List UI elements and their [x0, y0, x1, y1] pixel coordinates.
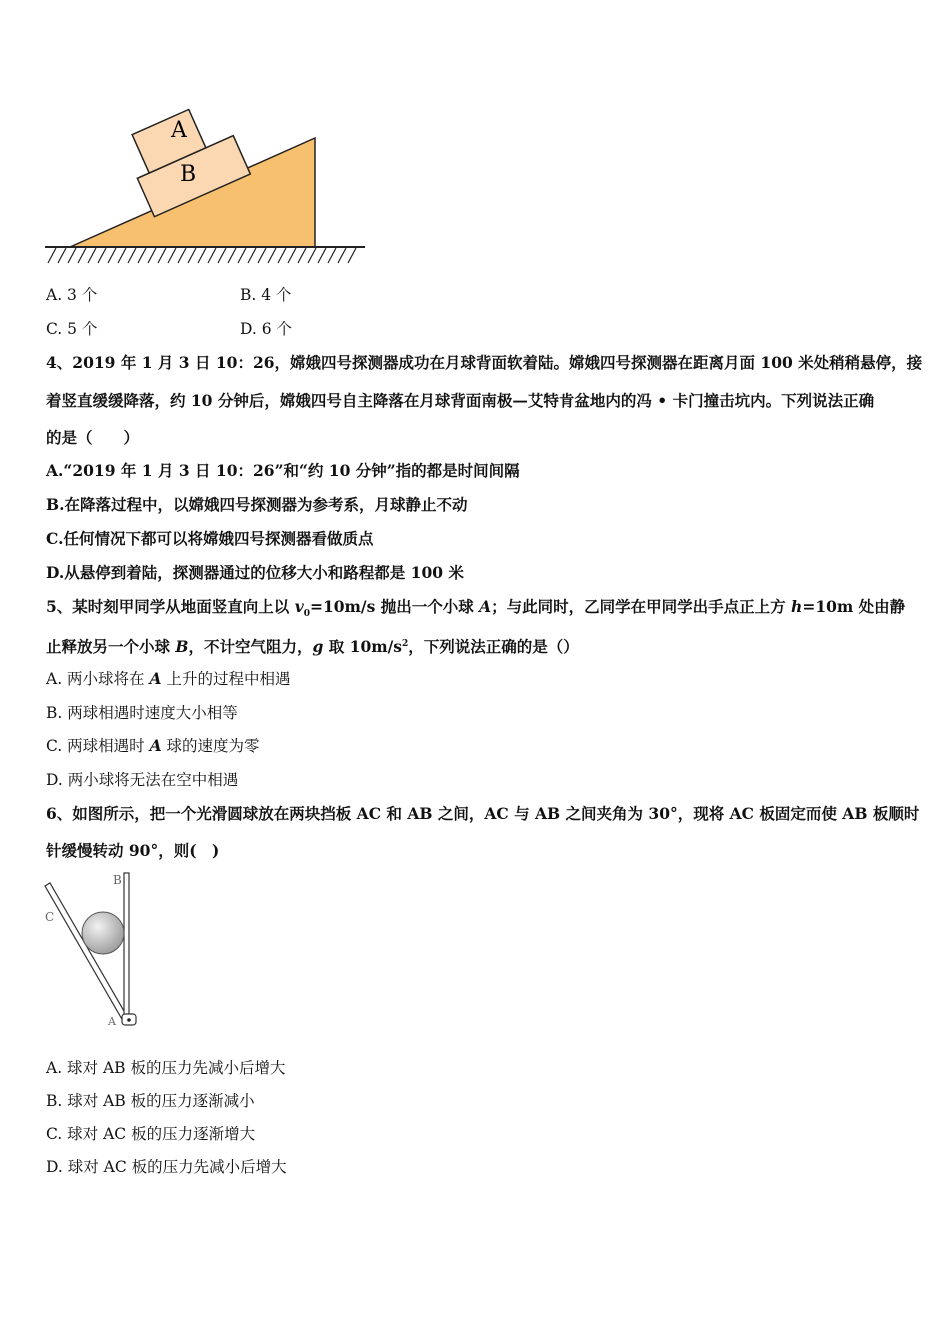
- label-b-fig2: B: [113, 873, 122, 887]
- q5-option-c: C. 两球相遇时 A 球的速度为零: [46, 736, 260, 755]
- q4-stem-line1: 4、2019 年 1 月 3 日 10：26，嫦娥四号探测器成功在月球背面软着陆。嫦娥四号探测器在距离月面 100 米处稍稍悬停，接: [46, 353, 923, 372]
- q4-option-a: A.“2019 年 1 月 3 日 10：26”和“约 10 分钟”指的都是时间间隔: [46, 461, 520, 480]
- q6-option-c: C. 球对 AC 板的压力逐渐增大: [46, 1125, 256, 1143]
- q4-option-b: B.在降落过程中，以嫦娥四号探测器为参考系，月球静止不动: [46, 495, 468, 514]
- q5-option-b: B. 两球相遇时速度大小相等: [46, 704, 238, 722]
- q6-option-b: B. 球对 AB 板的压力逐渐减小: [46, 1092, 255, 1110]
- board-ab: [124, 873, 129, 1021]
- q4-option-d: D.从悬停到着陆，探测器通过的位移大小和路程都是 100 米: [46, 563, 464, 582]
- q6-option-d: D. 球对 AC 板的压力先减小后增大: [46, 1158, 287, 1176]
- board-ac: [45, 883, 128, 1021]
- boards-ball-figure: [40, 868, 150, 1033]
- label-c-fig2: C: [45, 910, 55, 924]
- hinge-pin: [127, 1018, 131, 1022]
- q5-option-d: D. 两小球将无法在空中相遇: [46, 771, 239, 789]
- q4-stem-line2: 着竖直缓缓降落，约 10 分钟后，嫦娥四号自主降落在月球背面南极—艾特肯盆地内的冯 • 卡门撞击坑内。下列说法正确: [46, 391, 875, 410]
- q5-stem-line2: 止释放另一个小球 B，不计空气阻力，g 取 $10m/s^2$，下列说法正确的是（）: [46, 637, 579, 657]
- q3-option-a: A. 3 个: [46, 286, 98, 304]
- label-b: B: [180, 162, 197, 187]
- ground-hatch: [48, 248, 356, 263]
- label-a: A: [171, 118, 187, 143]
- q3-option-c: C. 5 个: [46, 320, 98, 338]
- q3-option-b: B. 4 个: [240, 286, 292, 304]
- label-a-fig2: A: [108, 1015, 116, 1028]
- ball: [82, 912, 124, 954]
- q6-option-a: A. 球对 AB 板的压力先减小后增大: [46, 1059, 286, 1077]
- q6-stem-line2: 针缓慢转动 90°，则( ): [46, 841, 220, 860]
- q5-option-a: A. 两小球将在 A 上升的过程中相遇: [46, 669, 291, 688]
- q6-stem-line1: 6、如图所示，把一个光滑圆球放在两块挡板 AC 和 AB 之间，AC 与 AB 之间夹角为 30°，现将 AC 板固定而使 AB 板顺时: [46, 804, 920, 823]
- q5-stem-line1: 5、某时刻甲同学从地面竖直向上以 $v_0=10m/s$ 抛出一个小球 A；与此同时，乙同学在甲同学出手点正上方 h=10m 处由静: [46, 597, 906, 620]
- q4-stem-line3: 的是（ ）: [46, 428, 140, 447]
- incline-figure: [40, 95, 370, 270]
- q4-option-c: C.任何情况下都可以将嫦娥四号探测器看做质点: [46, 529, 374, 548]
- q3-option-d: D. 6 个: [240, 320, 293, 338]
